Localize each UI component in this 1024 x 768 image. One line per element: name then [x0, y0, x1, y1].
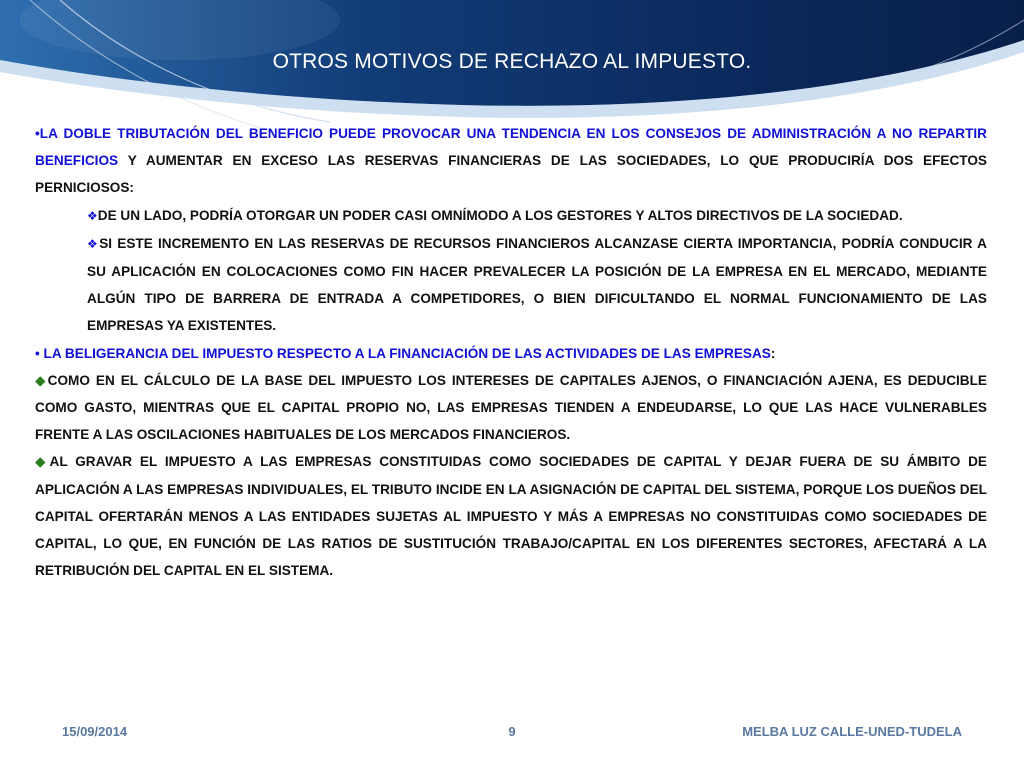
diamond-bullet-icon: ❖ [87, 236, 100, 251]
bullet-dot: • [35, 126, 40, 141]
highlight-double-taxation: LA DOBLE TRIBUTACIÓN DEL BENEFICIO PUEDE PROVOCAR UNA TENDENCIA EN LOS CONSEJOS DE ADMINISTRACIÓN A NO REPARTIR BENEFICIOS [35, 126, 987, 169]
paragraph-text: COMO EN EL CÁLCULO DE LA BASE DEL IMPUESTO LOS INTERESES DE CAPITALES AJENOS, O FINANCIACIÓN AJENA, ES DEDUCIBLE COMO GASTO, MIENTRAS QUE EL CAPITAL PROPIO NO, LAS EMPRESAS TIENDEN A ENDEUDARSE, LO QUE LAS HACE VULNERABLES FRENTE A LAS OSCILACIONES HABITUALES DE LOS MERCADOS FINANCIEROS. [35, 372, 987, 443]
footer-date: 15/09/2014 [62, 724, 128, 739]
green-diamond-icon: ◆ [35, 454, 50, 470]
slide-title: OTROS MOTIVOS DE RECHAZO AL IMPUESTO. [272, 50, 752, 73]
sub-bullet-reserves [35, 230, 987, 340]
diamond-bullet-icon: ❖ [87, 208, 98, 223]
paragraph-belligerence [35, 340, 987, 367]
footer-page-number: 9 [508, 724, 516, 739]
paragraph-interest-deduction [35, 367, 987, 449]
footer-author: MELBA LUZ CALLE-UNED-TUDELA [742, 724, 962, 739]
paragraph-text: : [770, 345, 776, 361]
paragraph-capital-allocation [35, 448, 987, 584]
sub-bullet-text: SI ESTE INCREMENTO EN LAS RESERVAS DE RECURSOS FINANCIEROS ALCANZASE CIERTA IMPORTANCIA, PODRÍA CONDUCIR A SU APLICACIÓN EN COLOCACIONES COMO FIN HACER PREVALECER LA POSICIÓN DE LA EMPRESA EN EL MERCADO, MEDIANTE ALGÚN TIPO DE BARRERA DE ENTRADA A COMPETIDORES, O BIEN DIFICULTANDO EL NORMAL FUNCIONAMIENTO DE LAS EMPRESAS YA EXISTENTES. [87, 235, 988, 334]
paragraph-double-taxation [35, 120, 987, 202]
paragraph-text: Y AUMENTAR EN EXCESO LAS RESERVAS FINANCIERAS DE LAS SOCIEDADES, LO QUE PRODUCIRÍA DOS EFECTOS PERNICIOSOS: [35, 153, 987, 196]
sub-bullet-text: DE UN LADO, PODRÍA OTORGAR UN PODER CASI OMNÍMODO A LOS GESTORES Y ALTOS DIRECTIVOS DE LA SOCIEDAD. [97, 207, 903, 223]
slide-body [35, 120, 987, 584]
bullet-dot: • [35, 345, 40, 361]
green-diamond-icon: ◆ [35, 372, 48, 388]
paragraph-text: AL GRAVAR EL IMPUESTO A LAS EMPRESAS CONSTITUIDAS COMO SOCIEDADES DE CAPITAL Y DEJAR FUERA DE SU ÁMBITO DE APLICACIÓN A LAS EMPRESAS INDIVIDUALES, EL TRIBUTO INCIDE EN LA ASIGNACIÓN DE CAPITAL DEL SISTEMA, PORQUE LOS DUEÑOS DEL CAPITAL OFERTARÁN MENOS A LAS ENTIDADES SUJETAS AL IMPUESTO Y MÁS A EMPRESAS NO CONSTITUIDAS COMO SOCIEDADES DE CAPITAL, LO QUE, EN FUNCIÓN DE LAS RATIOS DE SUSTITUCIÓN TRABAJO/CAPITAL EN LOS DIFERENTES SECTORES, AFECTARÁ A LA RETRIBUCIÓN DEL CAPITAL EN EL SISTEMA. [35, 454, 987, 579]
highlight-belligerence: LA BELIGERANCIA DEL IMPUESTO RESPECTO A LA FINANCIACIÓN DE LAS ACTIVIDADES DE LAS EMPRESAS [39, 345, 771, 361]
sub-bullet-power [35, 202, 987, 230]
